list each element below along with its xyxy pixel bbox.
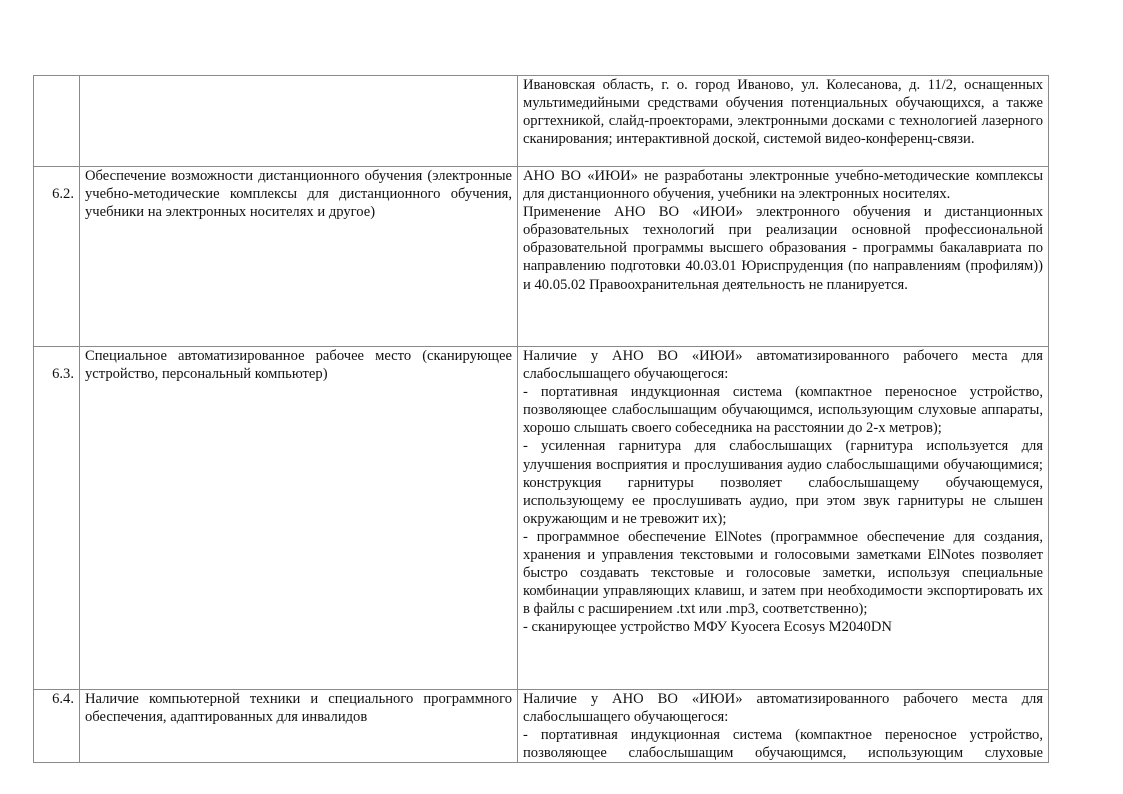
description-paragraph: Ивановская область, г. о. город Иваново, ул. Колесанова, д. 11/2, оснащенных мультимедийными средствами обучения потенциальных обучающихся, а также оргтехникой, слайд-проекторами, электронными досками с технологией лазерного сканирования; интерактивной доской, системой видео-конференц-связи. bbox=[523, 77, 1043, 148]
description-paragraph: АНО ВО «ИЮИ» не разработаны электронные учебно-методические комплексы для дистанционного обучения, учебники на электронных носителях. bbox=[523, 168, 1043, 203]
table-row bbox=[34, 167, 1049, 347]
description-paragraph: - портативная индукционная система (компактное переносное устройство, позволяющее слабослышащим обучающимся, использующим слуховые bbox=[523, 727, 1043, 762]
table-row bbox=[34, 347, 1049, 690]
row-number-cell: 6.4. bbox=[34, 690, 80, 763]
row-name-text: Наличие компьютерной техники и специального программного обеспечения, адаптированных для инвалидов bbox=[85, 691, 512, 726]
row-description-cell bbox=[518, 347, 1049, 690]
row-name-text: Обеспечение возможности дистанционного обучения (электронные учебно-методические комплексы для дистанционного обучения, учебники на электронных носителях и другое) bbox=[85, 168, 512, 221]
description-paragraph: - портативная индукционная система (компактное переносное устройство, позволяющее слабослышащим обучающимся, использующим слуховые аппараты, хорошо слышать своего собеседника на расстоянии до 2-х метров); bbox=[523, 384, 1043, 437]
row-description-cell bbox=[518, 167, 1049, 347]
row-number-cell: 6.3. bbox=[34, 347, 80, 690]
description-paragraph: Наличие у АНО ВО «ИЮИ» автоматизированного рабочего места для слабослышащего обучающегося: bbox=[523, 348, 1043, 383]
row-name-cell bbox=[80, 690, 518, 763]
table-row bbox=[34, 76, 1049, 167]
row-number-cell bbox=[34, 76, 80, 167]
description-paragraph: - усиленная гарнитура для слабослышащих (гарнитура используется для улучшения восприятия и прослушивания аудио слабослышащими обучающимися; конструкция гарнитуры позволяет слабослышащему обучающемуся, использующему ее прослушивать аудио, при этом звук гарнитуры не слышен окружающим и не тревожит их); bbox=[523, 438, 1043, 527]
row-description-cell bbox=[518, 690, 1049, 763]
row-name-cell bbox=[80, 76, 518, 167]
description-paragraph: - сканирующее устройство МФУ Kyocera Ecosys M2040DN bbox=[523, 619, 892, 636]
row-description-cell bbox=[518, 76, 1049, 167]
table-row bbox=[34, 690, 1049, 763]
description-paragraph: Применение АНО ВО «ИЮИ» электронного обучения и дистанционных образовательных технологий при реализации основной профессиональной образовательной программы высшего образования - программы бакалавриата по направлению подготовки 40.03.01 Юриспруденция (по направлениям (профилям)) и 40.05.02 Правоохранительная деятельность не планируется. bbox=[523, 204, 1043, 293]
row-name-cell bbox=[80, 167, 518, 347]
row-name-cell bbox=[80, 347, 518, 690]
row-name-text: Специальное автоматизированное рабочее место (сканирующее устройство, персональный компьютер) bbox=[85, 348, 512, 383]
description-paragraph: - программное обеспечение ElNotes (программное обеспечение для создания, хранения и управления текстовыми и голосовыми заметками ElNotes позволяет быстро создавать текстовые и голосовые заметки, используя специальные комбинации управляющих клавиш, и затем при необходимости экспортировать их в файлы с расширением .txt или .mp3, соответственно); bbox=[523, 528, 1043, 618]
description-paragraph: Наличие у АНО ВО «ИЮИ» автоматизированного рабочего места для слабослышащего обучающегося: bbox=[523, 691, 1043, 726]
row-number-cell: 6.2. bbox=[34, 167, 80, 347]
accessibility-resources-table bbox=[33, 75, 1049, 763]
